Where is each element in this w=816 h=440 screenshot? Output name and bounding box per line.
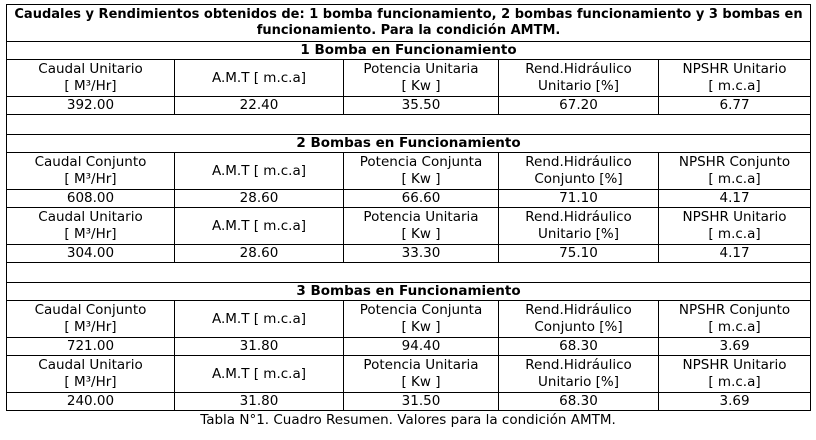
column-header-line: [ m.c.a] bbox=[708, 319, 761, 335]
value-cell: 33.30 bbox=[344, 245, 499, 263]
value-cell: 608.00 bbox=[7, 190, 175, 208]
table-caption: Tabla N°1. Cuadro Resumen. Valores para la condición AMTM. bbox=[200, 412, 616, 428]
column-header-line: [ m.c.a] bbox=[708, 226, 761, 242]
value-cell: 66.60 bbox=[344, 190, 499, 208]
column-header bbox=[659, 153, 811, 190]
column-header-line: [ Kw ] bbox=[401, 226, 441, 242]
column-header-line: Caudal Unitario bbox=[38, 209, 143, 225]
column-header-line: NPSHR Conjunto bbox=[678, 154, 791, 170]
column-header bbox=[659, 60, 811, 97]
column-header bbox=[175, 153, 344, 190]
section-heading: 3 Bombas en Funcionamiento bbox=[7, 283, 811, 301]
column-header bbox=[659, 301, 811, 338]
value-row bbox=[7, 190, 811, 208]
value-row bbox=[7, 245, 811, 263]
value-cell: 31.80 bbox=[175, 338, 344, 356]
value-cell: 67.20 bbox=[499, 97, 659, 115]
value-cell: 68.30 bbox=[499, 393, 659, 411]
section-heading-row bbox=[7, 283, 811, 301]
column-header-line: A.M.T [ m.c.a] bbox=[211, 365, 307, 382]
value-cell: 28.60 bbox=[175, 190, 344, 208]
value-cell: 240.00 bbox=[7, 393, 175, 411]
column-header-line: Potencia Unitaria bbox=[363, 61, 479, 77]
value-cell: 721.00 bbox=[7, 338, 175, 356]
column-header bbox=[499, 208, 659, 245]
header-row bbox=[7, 153, 811, 190]
column-header bbox=[499, 301, 659, 338]
column-header-line: NPSHR Unitario bbox=[682, 357, 787, 373]
column-header-line: Rend.Hidráulico bbox=[525, 302, 632, 318]
column-header-line: Rend.Hidráulico bbox=[525, 209, 632, 225]
column-header-line: Unitario [%] bbox=[538, 226, 619, 242]
spacer-cell bbox=[7, 115, 811, 135]
column-header-line: NPSHR Unitario bbox=[682, 61, 787, 77]
column-header-line: Rend.Hidráulico bbox=[525, 154, 632, 170]
column-header-line: [ Kw ] bbox=[401, 171, 441, 187]
column-header-line: [ m.c.a] bbox=[708, 171, 761, 187]
spacer-row bbox=[7, 115, 811, 135]
column-header bbox=[499, 60, 659, 97]
column-header-line: [ M³/Hr] bbox=[64, 171, 117, 187]
value-cell: 392.00 bbox=[7, 97, 175, 115]
column-header bbox=[175, 208, 344, 245]
column-header bbox=[7, 301, 175, 338]
column-header-line: A.M.T [ m.c.a] bbox=[211, 217, 307, 234]
document bbox=[6, 4, 810, 429]
column-header bbox=[175, 301, 344, 338]
column-header-line: [ Kw ] bbox=[401, 78, 441, 94]
summary-table-body bbox=[7, 5, 811, 411]
value-cell: 3.69 bbox=[659, 338, 811, 356]
column-header-line: Caudal Conjunto bbox=[34, 302, 147, 318]
column-header-line: Conjunto [%] bbox=[534, 319, 623, 335]
table-title: Caudales y Rendimientos obtenidos de: 1 bomba funcionamiento, 2 bombas funcionamiento y 3 bombas en funcionamiento. Para la condición AMTM. bbox=[7, 5, 811, 42]
header-row bbox=[7, 208, 811, 245]
section-heading: 2 Bombas en Funcionamiento bbox=[7, 135, 811, 153]
column-header-line: NPSHR Conjunto bbox=[678, 302, 791, 318]
column-header bbox=[175, 356, 344, 393]
column-header bbox=[659, 356, 811, 393]
column-header-line: Potencia Unitaria bbox=[363, 209, 479, 225]
header-row bbox=[7, 60, 811, 97]
value-cell: 28.60 bbox=[175, 245, 344, 263]
header-row bbox=[7, 301, 811, 338]
value-cell: 68.30 bbox=[499, 338, 659, 356]
column-header-line: [ m.c.a] bbox=[708, 78, 761, 94]
column-header bbox=[7, 356, 175, 393]
column-header-line: [ Kw ] bbox=[401, 374, 441, 390]
column-header-line: Rend.Hidráulico bbox=[525, 61, 632, 77]
column-header-line: Caudal Unitario bbox=[38, 61, 143, 77]
value-row bbox=[7, 97, 811, 115]
column-header-line: [ M³/Hr] bbox=[64, 226, 117, 242]
column-header-line: Potencia Conjunta bbox=[359, 302, 483, 318]
column-header-line: Potencia Unitaria bbox=[363, 357, 479, 373]
spacer-cell bbox=[7, 263, 811, 283]
column-header-line: A.M.T [ m.c.a] bbox=[211, 162, 307, 179]
value-cell: 71.10 bbox=[499, 190, 659, 208]
value-row bbox=[7, 393, 811, 411]
column-header bbox=[344, 356, 499, 393]
column-header bbox=[499, 153, 659, 190]
column-header-line: [ M³/Hr] bbox=[64, 78, 117, 94]
value-cell: 31.50 bbox=[344, 393, 499, 411]
column-header-line: Caudal Conjunto bbox=[34, 154, 147, 170]
title-row bbox=[7, 5, 811, 42]
column-header bbox=[7, 153, 175, 190]
header-row bbox=[7, 356, 811, 393]
column-header-line: Potencia Conjunta bbox=[359, 154, 483, 170]
column-header-line: [ m.c.a] bbox=[708, 374, 761, 390]
column-header bbox=[7, 208, 175, 245]
summary-table bbox=[6, 4, 811, 411]
value-cell: 4.17 bbox=[659, 190, 811, 208]
value-cell: 22.40 bbox=[175, 97, 344, 115]
value-cell: 4.17 bbox=[659, 245, 811, 263]
value-cell: 304.00 bbox=[7, 245, 175, 263]
column-header bbox=[344, 60, 499, 97]
value-cell: 6.77 bbox=[659, 97, 811, 115]
column-header bbox=[499, 356, 659, 393]
value-cell: 3.69 bbox=[659, 393, 811, 411]
column-header-line: Unitario [%] bbox=[538, 78, 619, 94]
column-header-line: [ Kw ] bbox=[401, 319, 441, 335]
column-header-line: Unitario [%] bbox=[538, 374, 619, 390]
column-header bbox=[344, 153, 499, 190]
column-header-line: A.M.T [ m.c.a] bbox=[211, 69, 307, 86]
column-header bbox=[344, 301, 499, 338]
value-cell: 31.80 bbox=[175, 393, 344, 411]
column-header-line: Caudal Unitario bbox=[38, 357, 143, 373]
column-header-line: A.M.T [ m.c.a] bbox=[211, 310, 307, 327]
value-cell: 94.40 bbox=[344, 338, 499, 356]
value-cell: 75.10 bbox=[499, 245, 659, 263]
column-header-line: [ M³/Hr] bbox=[64, 319, 117, 335]
column-header-line: Conjunto [%] bbox=[534, 171, 623, 187]
spacer-row bbox=[7, 263, 811, 283]
value-cell: 35.50 bbox=[344, 97, 499, 115]
section-heading: 1 Bomba en Funcionamiento bbox=[7, 42, 811, 60]
column-header-line: NPSHR Unitario bbox=[682, 209, 787, 225]
column-header bbox=[659, 208, 811, 245]
column-header-line: Rend.Hidráulico bbox=[525, 357, 632, 373]
column-header bbox=[175, 60, 344, 97]
column-header bbox=[344, 208, 499, 245]
column-header-line: [ M³/Hr] bbox=[64, 374, 117, 390]
value-row bbox=[7, 338, 811, 356]
section-heading-row bbox=[7, 135, 811, 153]
section-heading-row bbox=[7, 42, 811, 60]
column-header bbox=[7, 60, 175, 97]
